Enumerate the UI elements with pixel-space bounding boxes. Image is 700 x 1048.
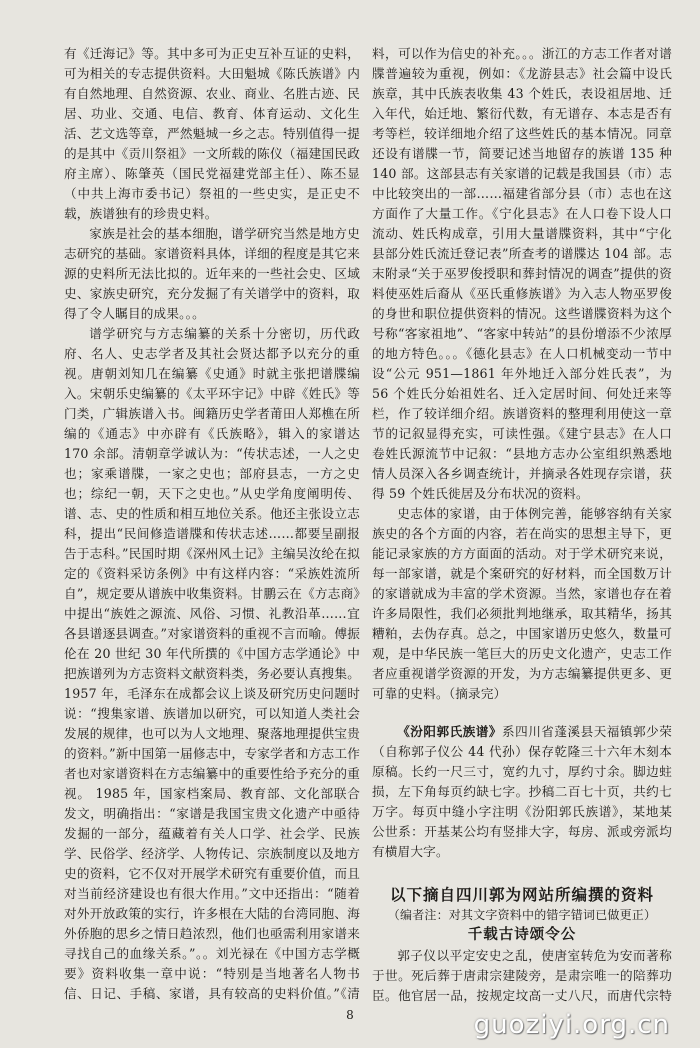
- page-number: 8: [346, 1008, 354, 1022]
- right-paragraph-genealogy: [372, 722, 672, 862]
- poem-title: 千载古诗颂令公: [467, 927, 577, 943]
- genealogy-book-title: 《汾阳郭氏族谱》: [397, 724, 502, 739]
- editor-note: （编者注：对其文字资料中的错字错词已做更正）: [387, 908, 657, 922]
- right-paragraph-1: 料，可以作为信史的补充。。。浙江的方志工作者对谱牒普遍较为重视，例如：《龙游县志》社会篇中设氏族章，其中氏族表收集 43 个姓氏，表设祖居地、迁入年代，始迁地、繁衍代数，有无谱存、本志是否有考等栏，较详细地介绍了这些姓氏的基本情况。同章还设有谱牒一节，简要记述当地留存的族谱 135 种 140 部。这部县志有关家谱的记载是我国县（市）志中比较突出的一部……福建省部分县（市）志也在这方面作了大量工作。《宁化县志》在人口卷下设人口流动、姓氏构成章，引用大量谱牒资料，其中“宁化县部分姓氏流迁登记表”所查考的谱牒达 104 部。志末附录“关于巫罗俊授职和葬封情况的调查”提供的资料使巫姓后裔从《巫氏重修族谱》为入志人物巫罗俊的身世和职位提供资料的情况。这些谱牒资料为这个号称“客家祖地”、“客家中转站”的县份增添不少浓厚的地方特色。。。《德化县志》在人口机械变动一节中设“公元 951—1861 年外地迁入部分姓氏表”，为 56 个姓氏分始祖姓名、迁入定居时间、何处迁来等栏，作了较详细介绍。族谱资料的整理利用使这一章节的记叙显得充实，可读性强。《建宁县志》在人口卷姓氏源流节中记叙：“县地方志办公室组织熟悉地情人员深入各乡调查统计，并摘录各姓现存宗谱，获得 59 个姓氏徙居及分布状况的资料。: [372, 46, 672, 501]
- site-watermark: guoziyi.org.cn: [473, 1010, 670, 1040]
- left-paragraph-2: 家族是社会的基本细胞，谱学研究当然是地方史志研究的基础。家谱资料具体，详细的程度是其它来源的史料所无法比拟的。近年来的一些社会史、区域史、家族史研究，充分发掘了有关谱学中的资料，取得了令人瞩目的成果。。。: [64, 226, 360, 321]
- right-paragraph-2: 史志体的家谱，由于体例完善，能够容纳有关家族史的各个方面的内容，若在尚实的思想主导下，更能记录家族的方方面面的活动。对于学术研究来说，每一部家谱，就是个案研究的好材料，而全国数万计的家谱就成为丰富的学术资源。当然，家谱也存在着许多局限性，我们必须批判地继承，取其精华，扬其糟粕，去伪存真。总之，中国家谱历史悠久，数量可观，是中华民族一笔巨大的历史文化遗产，史志工作者应重视谱学资源的开发，为方志编纂提供更多、更可靠的史料。（摘录完）: [372, 506, 672, 701]
- left-column: [64, 44, 360, 1004]
- section-heading: 以下摘自四川郭为网站所编撰的资料: [389, 886, 654, 904]
- left-paragraph-1: 有《迁海记》等。其中多可为正史互补互证的史料，可为相关的专志提供资料。大田魁城《陈氏族谱》内有自然地理、自然资源、农业、商业、名胜古迹、民居、功业、交通、电信、教育、体育运动、文化生活、艺文选等章，严然魁城一乡之志。特别值得一提的是其中《贡川祭祖》一文所载的陈仪（福建国民政府主席）、陈肇英（国民党福建党部主任）、陈丕显（中共上海市委书记）祭祖的一些史实，是正史不载，族谱独有的珍贵史料。: [64, 46, 360, 221]
- left-paragraph-3: 谱学研究与方志编纂的关系十分密切，历代政府、名人、史志学者及其社会贤达都予以充分的重视。唐朝刘知几在编纂《史通》时就主张把谱牒编入。宋朝乐史编纂的《太平环宇记》中辟《姓氏》等门类，广辑族谱入书。闽籍历史学者莆田人郑樵在所编的《通志》中亦辟有《氏族略》，辑入的家谱达 170 余部。清朝章学诚认为：“传状志述，一人之史也；家乘谱牒，一家之史也；部府县志，一方之史也；综纪一朝，天下之史也。”从史学角度阐明传、谱、志、史的性质和相互地位关系。他还主张设立志科，提出“民间修造谱牒和传状志述……都要呈副报告于志科。”民国时期《深州风土记》主编吴汝纶在拟定的《资料采访条例》中有这样内容：“采族姓流所自”，规定要从谱族中收集资料。甘鹏云在《方志商》中提出“族姓之源流、风俗、习惯、礼教沿革……宜各县谱逐县调查。”对家谱资料的重视不言而喻。傅振伦在 20 世纪 30 年代所撰的《中国方志学通论》中把族谱列为方志资料文献资料类，务必要认真搜集。1957 年，毛泽东在成都会议上谈及研究历史问题时说：“搜集家谱、族谱加以研究，可以知道人类社会发展的规律，也可以为人文地理、聚落地理提供宝贵的资料。”新中国第一届修志中，专家学者和方志工作者也对家谱资料在方志编纂中的重要性给予充分的重视。 1985 年，国家档案局、教育部、文化部联合发文，明确指出：“家谱是我国宝贵文化遗产中亟待发掘的一部分，蕴藏着有关人口学、社会学、民族学、民俗学、经济学、人物传记、宗族制度以及地方史的资料，它不仅对开展学术研究有重要价值，而且对当前经济建设也有很大作用。”文中还指出：“随着对外开放政策的实行，许多根在大陆的台湾同胞、海外侨胞的思乡之情日趋浓烈，他们也亟需利用家谱来寻找自己的血缘关系。”。。刘光禄在《中国方志学概要》资料收集一章中说：“特别是当地著名人物书信、日记、手稿、家谱，具有较高的史料价值。”《清: [64, 326, 360, 1001]
- right-column: [372, 44, 672, 1004]
- genealogy-description: 系四川省蓬溪县天福镇郭少荣（自称郭子仪公 44 代孙）保存乾隆三十六年木刻本原稿。长约一尺三寸，宽约九寸，厚约寸余。脚边蛀损，左下角每页约缺七字。抄稿二百七十页，共约七万字。每页中缝小字注明《汾阳郭氏族谱》，某地某公世系：开基某公均有竖排大字，每房、派或旁派均有横眉大字。: [372, 724, 672, 859]
- right-paragraph-guo-ziyi: 郭子仪以平定安史之乱，使唐室转危为安而著称于世。死后葬于唐肃宗建陵旁，是肃宗唯一的陪葬功臣。他官居一品，按规定坟高一丈八尺，而唐代宗特: [372, 948, 672, 1003]
